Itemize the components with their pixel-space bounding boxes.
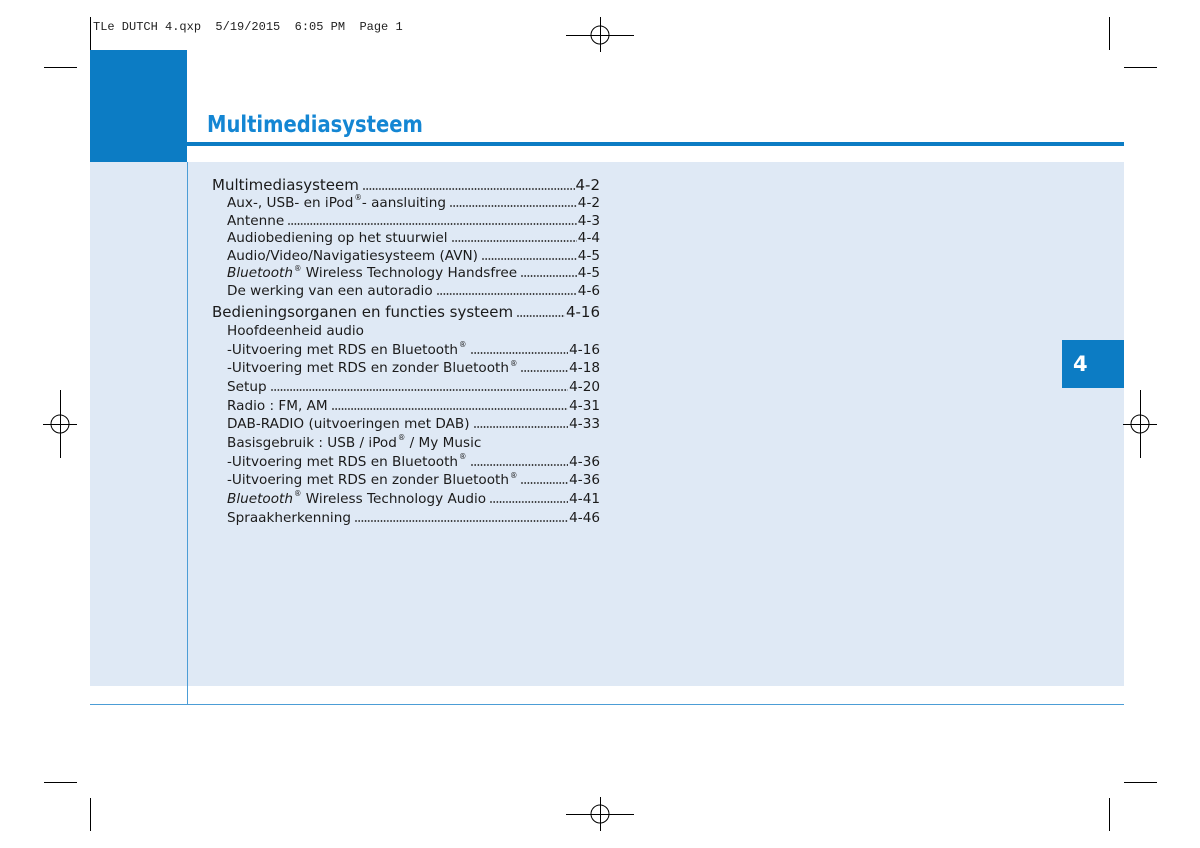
toc-entry-label	[227, 359, 517, 378]
toc-page-number: 4-36	[569, 472, 600, 489]
toc-entry-label	[227, 415, 470, 434]
registered-trademark-mark: ®	[397, 433, 406, 443]
leader-dots	[471, 464, 569, 466]
toc-entry-label	[227, 453, 467, 472]
toc-section	[212, 302, 600, 528]
toc-subentry	[212, 471, 600, 490]
toc-entry	[212, 302, 600, 322]
registered-trademark-mark: ®	[510, 358, 518, 368]
leader-dots	[271, 389, 569, 391]
toc-entry-label	[227, 434, 481, 453]
table-of-contents	[212, 175, 600, 528]
toc-entry-text: Wireless Technology Handsfree	[301, 265, 518, 282]
toc-page-number: 4-20	[569, 379, 600, 396]
toc-entry-text: Spraakherkenning	[227, 509, 351, 526]
toc-entry-text: Hoofdeenheid audio	[227, 322, 364, 339]
toc-entry-text: Antenne	[227, 212, 285, 229]
leader-dots	[363, 188, 575, 190]
leader-dots	[521, 370, 568, 372]
print-slug-header: TLe DUTCH 4.qxp 5/19/2015 6:05 PM Page 1	[93, 20, 403, 34]
registered-trademark-mark: ®	[354, 193, 362, 203]
toc-entry-text: Bluetooth	[227, 265, 293, 282]
chapter-tab-number: 4	[1073, 352, 1088, 376]
toc-subentry	[212, 195, 600, 213]
crop-mark-bottom-right	[1110, 783, 1158, 832]
leader-dots	[437, 293, 577, 295]
crop-mark-top-right	[1110, 17, 1158, 68]
toc-page-number: 4-36	[569, 453, 600, 470]
registration-mark-top	[566, 17, 634, 52]
leader-dots	[355, 520, 568, 522]
toc-page-number: 4-33	[569, 416, 600, 433]
toc-page-number: 4-3	[577, 212, 600, 229]
toc-subentry	[212, 213, 600, 231]
toc-entry-label	[212, 302, 513, 322]
toc-subentry	[212, 434, 600, 453]
toc-entry-label	[227, 283, 433, 301]
toc-subentry	[212, 415, 600, 434]
toc-entry-text: Radio : FM, AM	[227, 397, 328, 414]
registered-trademark-mark: ®	[294, 489, 302, 499]
toc-entry	[212, 175, 600, 195]
crop-mark-top-left	[44, 17, 91, 68]
registration-mark-bottom	[566, 797, 634, 831]
toc-entry-label	[227, 265, 517, 283]
chapter-tab	[1062, 340, 1124, 388]
toc-subentry	[212, 322, 600, 341]
toc-entry-label	[227, 195, 446, 213]
leader-dots	[490, 501, 568, 503]
title-rule	[187, 142, 1124, 146]
toc-section	[212, 175, 600, 301]
registered-trademark-mark: ®	[459, 339, 467, 349]
toc-subentry	[212, 230, 600, 248]
toc-entry-text: Audio/Video/Navigatiesysteem (AVN)	[227, 247, 478, 264]
toc-entry-label	[227, 322, 364, 341]
toc-entry-label	[227, 378, 267, 397]
registered-trademark-mark: ®	[294, 263, 302, 273]
toc-entry-label	[227, 397, 328, 416]
toc-entry-text: Bedieningsorganen en functies systeem	[212, 302, 514, 321]
toc-entry-text: Bluetooth	[227, 491, 293, 508]
toc-subentry	[212, 283, 600, 301]
toc-page-number: 4-4	[577, 230, 600, 247]
registration-mark-left	[43, 390, 77, 458]
toc-page-number: 4-5	[577, 247, 600, 264]
toc-entry-text: De werking van een autoradio	[227, 282, 433, 299]
toc-entry-label	[227, 230, 448, 248]
toc-entry-label	[227, 490, 486, 509]
toc-entry-label	[227, 213, 284, 231]
toc-entry-text: Audiobediening op het stuurwiel	[227, 230, 448, 247]
toc-page-number: 4-16	[569, 341, 600, 358]
toc-entry-label	[227, 509, 351, 528]
leader-dots	[517, 315, 565, 317]
toc-subentry	[212, 341, 600, 360]
crop-mark-bottom-left	[44, 783, 91, 832]
toc-page-number: 4-41	[569, 491, 600, 508]
registered-trademark-mark: ®	[459, 452, 467, 462]
toc-subentry	[212, 265, 600, 283]
toc-entry-text: Wireless Technology Audio	[301, 491, 487, 508]
registered-trademark-mark: ®	[510, 470, 518, 480]
toc-entry-text: -Uitvoering met RDS en zonder Bluetooth	[227, 472, 509, 489]
chapter-color-block	[90, 50, 187, 162]
toc-page-number: 4-5	[577, 265, 600, 282]
toc-entry-text: Aux-, USB- en iPod	[227, 195, 354, 211]
toc-page-number: 4-31	[569, 397, 600, 414]
toc-page-number: 4-16	[565, 302, 600, 321]
toc-subentry	[212, 359, 600, 378]
toc-page-number: 4-2	[577, 195, 600, 211]
toc-page-number: 4-6	[577, 282, 600, 299]
toc-entry-text: Setup	[227, 379, 267, 396]
toc-entry-text: - aansluiting	[361, 195, 446, 211]
bottom-rule	[90, 704, 1124, 705]
toc-subentry	[212, 378, 600, 397]
leader-dots	[452, 240, 577, 242]
toc-page-number: 4-2	[575, 176, 600, 194]
leader-dots	[288, 223, 577, 225]
toc-subentry	[212, 453, 600, 472]
toc-entry-text: Multimediasysteem	[212, 176, 359, 194]
toc-entry-text: DAB-RADIO (uitvoeringen met DAB)	[227, 416, 470, 433]
leader-dots	[521, 482, 568, 484]
leader-dots	[521, 275, 577, 277]
toc-subentry	[212, 490, 600, 509]
toc-entry-text: -Uitvoering met RDS en Bluetooth	[227, 341, 459, 358]
toc-entry-text: / My Music	[405, 435, 482, 452]
leader-dots	[471, 352, 569, 354]
toc-entry-text: -Uitvoering met RDS en Bluetooth	[227, 453, 459, 470]
chapter-title: Multimediasysteem	[207, 112, 423, 138]
leader-dots	[450, 205, 577, 207]
registration-mark-right	[1123, 390, 1157, 458]
toc-page-number: 4-46	[569, 509, 600, 526]
leader-dots	[482, 258, 577, 260]
toc-page-number: 4-18	[569, 360, 600, 377]
toc-entry-label	[227, 341, 467, 360]
toc-subentry	[212, 397, 600, 416]
toc-entry-label	[227, 471, 517, 490]
leader-dots	[332, 408, 569, 410]
toc-entry-label	[212, 175, 359, 195]
toc-entry-text: -Uitvoering met RDS en zonder Bluetooth	[227, 360, 509, 377]
toc-entry-text: Basisgebruik : USB / iPod	[227, 435, 397, 452]
toc-subentry	[212, 509, 600, 528]
leader-dots	[474, 426, 569, 428]
toc-subentry	[212, 248, 600, 266]
toc-entry-label	[227, 248, 478, 266]
column-divider	[187, 162, 188, 705]
